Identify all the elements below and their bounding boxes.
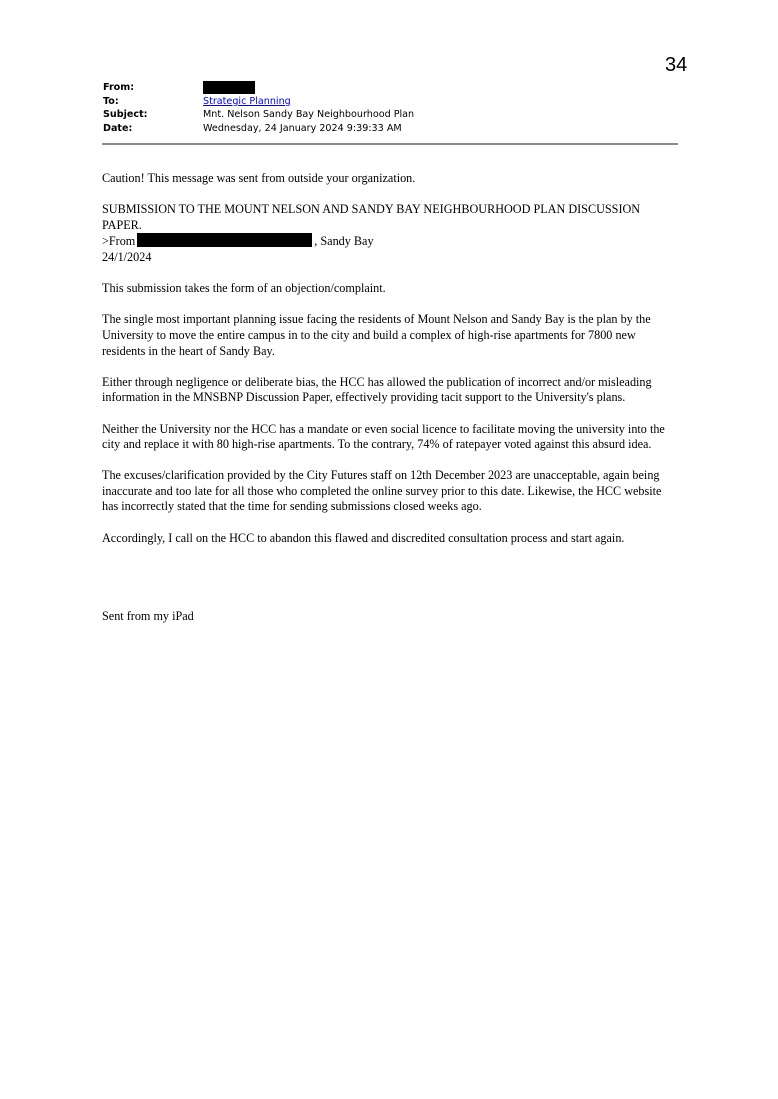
submission-block [102, 202, 677, 265]
header-divider [102, 143, 678, 145]
from-suffix: , Sandy Bay [314, 234, 374, 249]
signature-spacer [102, 562, 677, 609]
page-number: 34 [665, 54, 688, 76]
paragraph-planning-issue: The single most important planning issue facing the residents of Mount Nelson and Sandy Bay is the plan by the University to move the entire campus in to the city and build a complex of high-rise apartments for 7800 new residents in the heart of Sandy Bay. [102, 312, 651, 358]
to-recipient-link[interactable]: Strategic Planning [203, 95, 291, 107]
paragraph-objection: This submission takes the form of an objection/complaint. [102, 281, 386, 296]
signature: Sent from my iPad [102, 608, 194, 623]
paragraph-excuses: The excuses/clarification provided by the City Futures staff on 12th December 2023 are unacceptable, again being inaccurate and too late for all those who completed the online survey prior to this date. Likewise, the HCC website has incorrectly stated that the time for sending submissions closed weeks ago. [102, 468, 662, 514]
from-redaction [203, 81, 255, 94]
subject-row [103, 108, 678, 122]
date-value: Wednesday, 24 January 2024 9:39:33 AM [203, 122, 402, 134]
to-row [103, 95, 678, 109]
submission-date: 24/1/2024 [102, 249, 152, 264]
date-label: Date: [103, 122, 133, 134]
from-label: From: [103, 82, 135, 93]
sender-redaction [137, 233, 312, 247]
date-row [103, 122, 678, 136]
paragraph-mandate: Neither the University nor the HCC has a mandate or even social licence to facilitate moving the university into the city and replace it with 80 high-rise apartments. To the contrary, 74% of ratepayer voted against this absurd idea. [102, 421, 665, 452]
subject-value: Mnt. Nelson Sandy Bay Neighbourhood Plan [203, 109, 415, 120]
email-body [102, 171, 677, 640]
to-label: To: [103, 95, 119, 107]
from-line [102, 234, 374, 248]
caution-notice: Caution! This message was sent from outside your organization. [102, 171, 416, 185]
paragraph-conclusion: Accordingly, I call on the HCC to abandon this flawed and discredited consultation process and start again. [102, 530, 625, 545]
from-prefix: >From [102, 234, 136, 249]
email-header [103, 81, 678, 135]
submission-title: SUBMISSION TO THE MOUNT NELSON AND SANDY BAY NEIGHBOURHOOD PLAN DISCUSSION PAPER. [102, 202, 641, 232]
paragraph-negligence: Either through negligence or deliberate bias, the HCC has allowed the publication of incorrect and/or misleading information in the MNSBNP Discussion Paper, effectively providing tacit support to the University's plans. [102, 374, 652, 405]
subject-label: Subject: [103, 109, 148, 120]
from-row [103, 81, 678, 95]
